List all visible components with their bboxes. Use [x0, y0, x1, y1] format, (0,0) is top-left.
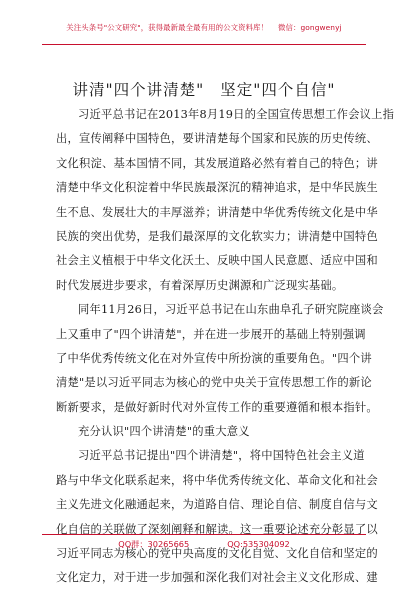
body-line: 上又重申了"四个讲清楚"，并在进一步展开的基础上特别强调	[56, 327, 366, 341]
footer-divider	[42, 534, 366, 535]
footer	[0, 539, 408, 550]
title-part-1: 讲清"四个讲清楚"	[72, 81, 205, 99]
body-line: 生不息、发展壮大的丰厚滋养；讲清楚中华优秀传统文化是中华	[56, 205, 378, 219]
body-line: 文化积淀、基本国情不同，其发展道路必然有着自己的特色；讲	[56, 156, 378, 170]
body-line: 了中华优秀传统文化在对外宣传中所扮演的重要角色。"四个讲	[56, 351, 372, 365]
footer-qq-group: QQ群：30265665	[118, 539, 190, 549]
header-banner	[0, 22, 408, 33]
body-line: 出，宣传阐释中国特色，要讲清楚每个国家和民族的历史传统、	[56, 132, 378, 146]
body-line: 化自信的关联做了深刻阐释和解读。这一重要论述充分彰显了以	[56, 522, 378, 536]
header-wechat: 微信：gongwenyj	[278, 23, 342, 32]
footer-qq: QQ:535304092	[227, 539, 290, 549]
body-line: 主义先进文化融通起来，为道路自信、理论自信、制度自信与文	[56, 498, 378, 512]
body-line: 文化定力，对于进一步加强和深化我们对社会主义文化形成、建	[56, 571, 378, 585]
body-text	[56, 103, 395, 591]
body-line: 清楚"是以习近平同志为核心的党中央关于宣传思想工作的新论	[56, 376, 372, 390]
body-line: 习近平总书记提出"四个讲清楚"，将中国特色社会主义道	[78, 449, 365, 463]
section-heading: 充分认识"四个讲清楚"的重大意义	[78, 425, 250, 439]
body-line: 时代发展进步要求，有着深厚历史渊源和广泛现实基础。	[56, 278, 344, 292]
page-title	[0, 78, 408, 100]
body-line: 社会主义植根于中华文化沃土、反映中国人民意愿、适应中国和	[56, 254, 378, 268]
body-line: 习近平总书记在2013年8月19日的全国宣传思想工作会议上指	[78, 108, 395, 121]
header-notice: 关注头条号"公文研究"，获得最新最全最有用的公文资料库！	[66, 23, 269, 32]
body-line: 习近平同志为核心的党中央高度的文化自觉、文化自信和坚定的	[56, 547, 378, 561]
body-line: 路与中华文化联系起来，将中华优秀传统文化、革命文化和社会	[56, 473, 378, 487]
title-part-2: 坚定"四个自信"	[220, 81, 336, 99]
body-line: 同年11月26日，习近平总书记在山东曲阜孔子研究院座谈会	[78, 303, 384, 317]
body-line: 清楚中华文化积淀着中华民族最深沉的精神追求，是中华民族生	[56, 181, 378, 195]
body-line: 民族的突出优势，是我们最深厚的文化软实力；讲清楚中国特色	[56, 229, 378, 243]
body-line: 断新要求，是做好新时代对外宣传工作的重要遵循和根本指针。	[56, 400, 378, 414]
header-divider	[42, 44, 366, 45]
